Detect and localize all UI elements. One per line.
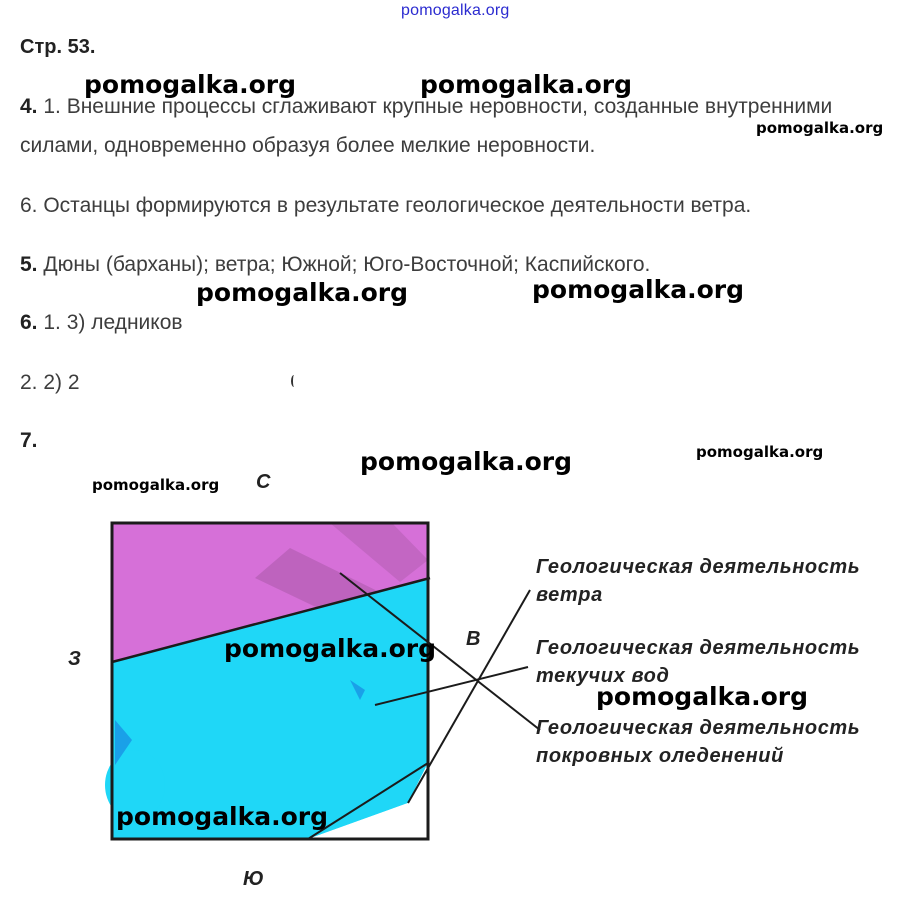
direction-east: В	[466, 628, 481, 650]
watermark: pomogalka.org	[420, 70, 633, 99]
watermark: pomogalka.org	[84, 70, 297, 99]
direction-south: Ю	[243, 868, 264, 890]
watermark-top[interactable]: pomogalka.org	[401, 2, 510, 19]
answer-6-2-text: 2. 2) 2	[20, 371, 80, 394]
watermark: pomogalka.org	[532, 275, 745, 304]
item-number-4: 4.	[20, 95, 38, 118]
watermark: pomogalka.org	[756, 119, 884, 137]
direction-north: С	[256, 471, 271, 493]
item-number-7: 7.	[20, 429, 38, 452]
direction-west: З	[68, 648, 81, 670]
answer-6-1-text: 1. 3) ледников	[43, 311, 183, 334]
watermark: pomogalka.org	[360, 447, 573, 476]
watermark: pomogalka.org	[224, 634, 437, 663]
label-water: Геологическая деятельность текучих вод	[536, 637, 861, 687]
watermark: pomogalka.org	[596, 682, 809, 711]
watermark: pomogalka.org	[116, 802, 329, 831]
answer-4-1-text: 1. Внешние процессы сглаживают крупные неровности, созданные внутренними	[43, 95, 833, 118]
watermark: pomogalka.org	[696, 443, 824, 461]
page-title: Стр. 53.	[20, 36, 96, 58]
watermark: pomogalka.org	[92, 476, 220, 494]
answer-4-1-text-line2: силами, одновременно образуя более мелкие неровности.	[20, 134, 596, 157]
answer-5-text: Дюны (барханы); ветра; Южной; Юго-Восточной; Каспийского.	[43, 253, 651, 276]
item-number-6: 6.	[20, 311, 38, 334]
answer-4-6-text: 6. Останцы формируются в результате геологическое деятельности ветра.	[20, 194, 752, 217]
item-number-5: 5.	[20, 253, 38, 276]
label-ice: Геологическая деятельность покровных оледенений	[536, 717, 861, 767]
watermark: pomogalka.org	[196, 278, 409, 307]
label-wind: Геологическая деятельность ветра	[536, 556, 861, 606]
